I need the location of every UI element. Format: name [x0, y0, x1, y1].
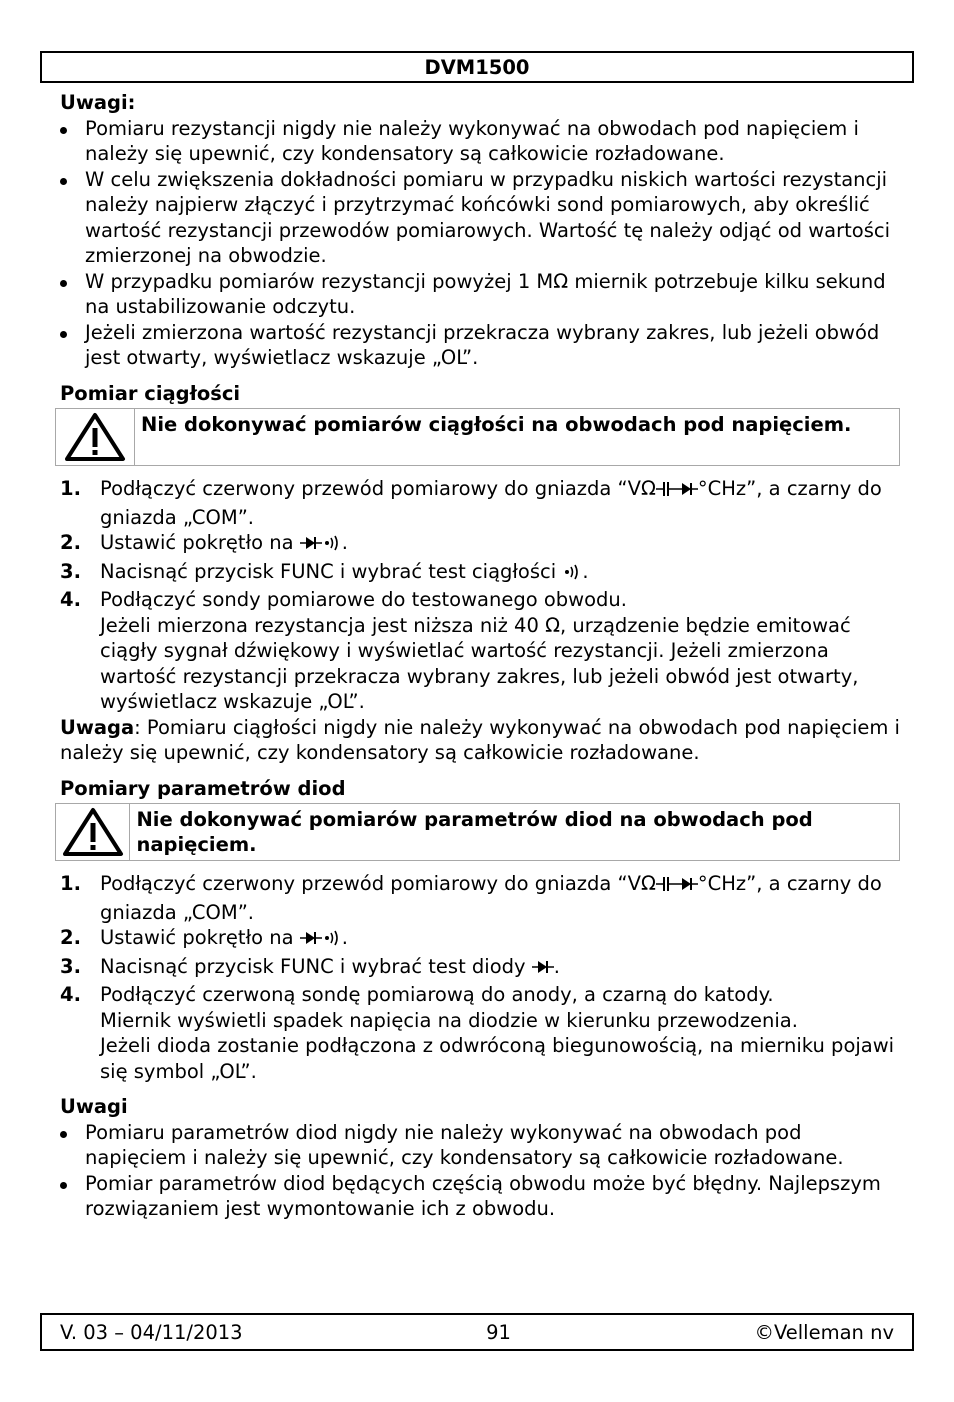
step-text: . — [582, 559, 589, 583]
step-text: Ustawić pokrętło na — [100, 531, 294, 554]
list-item: W celu zwiększenia dokładności pomiaru w przypadku niskich wartości rezystancji należy najpierw złączyć i przytrzymać końcówki sond pomiarowych, aby określić wartość rezystancji przewodów pomiarowych. Wartość tę należy odjąć od wartości zmierzonej na obwodzie. — [60, 167, 900, 269]
list-item — [60, 476, 900, 530]
list-item — [60, 530, 900, 559]
list-item — [60, 925, 900, 954]
list-item: Jeżeli zmierzona wartość rezystancji przekracza wybrany zakres, lub jeżeli obwód jest otwarty, wyświetlacz wskazuje „OL”. — [60, 320, 900, 371]
diode-warning-box — [55, 803, 900, 861]
step-text: . — [553, 954, 560, 978]
list-item — [60, 954, 900, 983]
list-item: Pomiaru parametrów diod nigdy nie należy wykonywać na obwodach pod napięciem i należy się upewnić, czy kondensatory są całkowicie rozładowane. — [60, 1120, 900, 1171]
diode-icon — [676, 479, 698, 505]
footer-copyright: ©Velleman nv — [754, 1320, 894, 1344]
footer-version: V. 03 – 04/11/2013 — [60, 1320, 243, 1344]
step-text: Podłączyć sondy pomiarowe do testowanego obwodu. — [100, 588, 627, 611]
continuity-buzzer-icon — [322, 928, 342, 954]
note-text: : Pomiaru ciągłości nigdy nie należy wykonywać na obwodach pod napięciem i należy się upewnić, czy kondensatory są całkowicie rozładowane. — [60, 715, 900, 764]
warning-triangle-icon — [56, 804, 130, 860]
page-content — [60, 90, 900, 1222]
page-header — [40, 51, 914, 83]
step-number: 4. — [60, 588, 81, 611]
diode-heading: Pomiary parametrów diod — [60, 776, 346, 800]
step-text: Podłączyć czerwony przewód pomiarowy do gniazda “VΩ — [100, 872, 656, 895]
list-item — [60, 982, 900, 1084]
step-number: 2. — [60, 531, 81, 554]
continuity-warning-box — [55, 408, 900, 466]
diode-icon — [676, 874, 698, 900]
step-text: Jeżeli mierzona rezystancja jest niższa niż 40 Ω, urządzenie będzie emitować ciągły sygnał dźwiękowy i wyświetlać wartość rezystancji. Jeżeli zmierzona wartość rezystancji przekracza wybrany zakres, lub jeżeli obwód jest otwarty, wyświetlacz wskazuje „OL”. — [100, 613, 859, 713]
warning-text: Nie dokonywać pomiarów parametrów diod na obwodach pod napięciem. — [136, 808, 813, 856]
step-text: Miernik wyświetli spadek napięcia na diodzie w kierunku przewodzenia. — [100, 1008, 798, 1032]
capacitor-icon — [656, 479, 676, 505]
list-item — [60, 559, 900, 588]
diode-notes-heading: Uwagi — [60, 1095, 128, 1118]
step-text: Ustawić pokrętło na — [100, 926, 294, 949]
warning-text: Nie dokonywać pomiarów ciągłości na obwodach pod napięciem. — [141, 413, 852, 436]
step-text: . — [341, 926, 348, 949]
diode-notes-list — [60, 1120, 900, 1222]
diode-icon — [532, 957, 554, 983]
footer-page-number: 91 — [486, 1320, 511, 1344]
step-text: Jeżeli dioda zostanie podłączona z odwróconą biegunowością, na mierniku pojawi się symbol „OL”. — [100, 1034, 895, 1083]
continuity-buzzer-icon — [322, 533, 342, 559]
step-number: 1. — [60, 477, 81, 500]
capacitor-icon — [656, 874, 676, 900]
continuity-heading: Pomiar ciągłości — [60, 381, 241, 405]
step-text: °CHz”, a czarny do gniazda „COM”. — [100, 872, 882, 924]
list-item — [60, 871, 900, 925]
step-number: 2. — [60, 926, 81, 949]
continuity-steps — [60, 476, 900, 715]
diode-steps — [60, 871, 900, 1084]
list-item: Pomiaru rezystancji nigdy nie należy wykonywać na obwodach pod napięciem i należy się upewnić, czy kondensatory są całkowicie rozładowane. — [60, 116, 900, 167]
diode-icon — [300, 533, 322, 559]
note-label: Uwaga — [60, 715, 135, 739]
diode-icon — [300, 928, 322, 954]
continuity-buzzer-icon — [562, 562, 582, 588]
step-text: °CHz”, a czarny do gniazda „COM”. — [100, 477, 882, 529]
continuity-note — [60, 715, 900, 766]
step-number: 3. — [60, 954, 81, 978]
step-text: Nacisnąć przycisk FUNC i wybrać test ciągłości — [100, 559, 557, 583]
step-text: Podłączyć czerwony przewód pomiarowy do gniazda “VΩ — [100, 477, 656, 500]
list-item: W przypadku pomiarów rezystancji powyżej 1 MΩ miernik potrzebuje kilku sekund na ustabilizowanie odczytu. — [60, 269, 900, 320]
header-title: DVM1500 — [424, 55, 530, 79]
step-text: Podłączyć czerwoną sondę pomiarową do anody, a czarną do katody. — [100, 983, 774, 1006]
notes-heading: Uwagi: — [60, 91, 136, 114]
step-number: 4. — [60, 983, 81, 1006]
notes-list — [60, 116, 900, 371]
step-text: Nacisnąć przycisk FUNC i wybrać test diody — [100, 954, 526, 978]
page-footer — [40, 1313, 914, 1351]
step-number: 1. — [60, 872, 81, 895]
step-text: . — [341, 531, 348, 554]
list-item — [60, 587, 900, 715]
list-item: Pomiar parametrów diod będących częścią obwodu może być błędny. Najlepszym rozwiązaniem jest wymontowanie ich z obwodu. — [60, 1171, 900, 1222]
step-number: 3. — [60, 559, 81, 583]
warning-triangle-icon — [56, 409, 135, 465]
